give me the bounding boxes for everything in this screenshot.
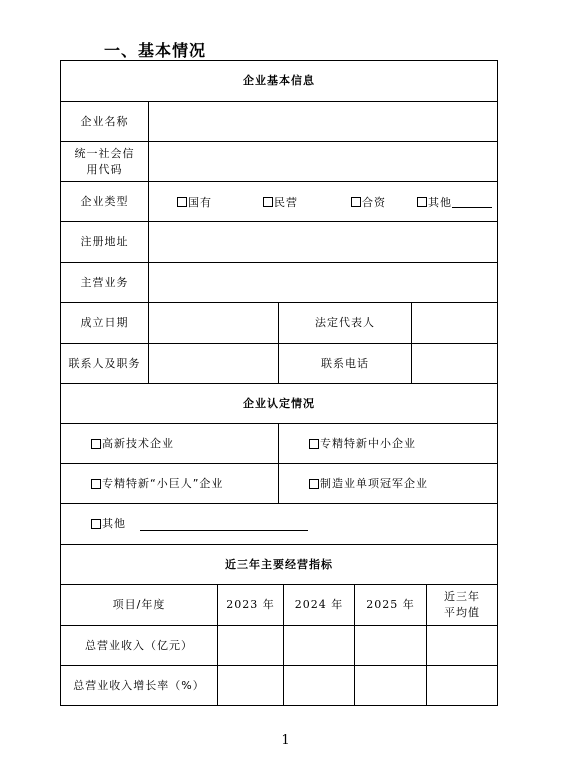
- growth-2025-field[interactable]: [355, 666, 427, 706]
- phone-label: 联系电话: [279, 344, 412, 383]
- cert-option-hightech[interactable]: 高新技术企业: [61, 424, 279, 463]
- certification-header: 企业认定情况: [243, 396, 315, 410]
- type-option-state[interactable]: 国有: [177, 182, 212, 221]
- contact-field[interactable]: [149, 344, 279, 383]
- credit-code-row: [61, 142, 497, 182]
- other-cert-blank[interactable]: [140, 518, 308, 531]
- page-number: 1: [281, 733, 290, 748]
- col-average-label: 近三年平均值: [444, 590, 480, 619]
- certification-row: [61, 464, 497, 504]
- col-year-2024: 2024 年: [284, 585, 355, 625]
- growth-2024-field[interactable]: [284, 666, 355, 706]
- phone-field[interactable]: [412, 344, 497, 383]
- company-type-row: [61, 182, 497, 222]
- checkbox-icon: [91, 479, 101, 489]
- type-option-joint[interactable]: 合资: [351, 182, 386, 221]
- credit-code-label: 统一社会信用代码: [61, 142, 149, 181]
- contact-row: [61, 344, 497, 384]
- checkbox-icon: [91, 439, 101, 449]
- growth-average-field[interactable]: [427, 666, 497, 706]
- main-business-label: 主营业务: [61, 263, 149, 302]
- revenue-2025-field[interactable]: [355, 626, 427, 665]
- section-title: 一、基本情况: [104, 41, 207, 60]
- indicators-column-row: [61, 585, 497, 626]
- company-type-label: 企业类型: [61, 182, 149, 221]
- col-year-2025: 2025 年: [355, 585, 427, 625]
- founded-label: 成立日期: [61, 303, 149, 343]
- basic-info-table: [60, 60, 498, 706]
- revenue-2024-field[interactable]: [284, 626, 355, 665]
- col-item-label: 项目/年度: [61, 585, 218, 625]
- contact-label: 联系人及职务: [61, 344, 149, 383]
- indicators-header: 近三年主要经营指标: [225, 557, 333, 571]
- type-option-other[interactable]: 其他: [417, 182, 492, 221]
- legal-rep-label: 法定代表人: [279, 303, 412, 343]
- credit-code-field[interactable]: [149, 142, 497, 181]
- certification-row: [61, 424, 497, 464]
- certification-header-row: [61, 384, 497, 424]
- reg-address-row: [61, 222, 497, 263]
- checkbox-icon: [91, 519, 101, 529]
- col-year-2023: 2023 年: [218, 585, 284, 625]
- revenue-2023-field[interactable]: [218, 626, 284, 665]
- row-revenue-label: 总营业收入（亿元）: [61, 626, 218, 665]
- legal-rep-field[interactable]: [412, 303, 497, 343]
- table-row: [61, 666, 497, 706]
- company-name-field[interactable]: [149, 102, 497, 141]
- cert-option-other[interactable]: 其他: [61, 504, 497, 544]
- company-name-label: 企业名称: [61, 102, 149, 141]
- cert-option-champion[interactable]: 制造业单项冠军企业: [279, 464, 497, 503]
- founded-field[interactable]: [149, 303, 279, 343]
- table-row: [61, 626, 497, 666]
- certification-row: [61, 504, 497, 545]
- main-business-field[interactable]: [149, 263, 497, 302]
- founded-row: [61, 303, 497, 344]
- row-growth-label: 总营业收入增长率（%）: [61, 666, 218, 706]
- reg-address-label: 注册地址: [61, 222, 149, 262]
- checkbox-icon: [309, 479, 319, 489]
- reg-address-field[interactable]: [149, 222, 497, 262]
- indicators-header-row: [61, 545, 497, 585]
- company-name-row: [61, 102, 497, 142]
- other-type-blank[interactable]: [452, 196, 492, 208]
- cert-option-specialized-sme[interactable]: 专精特新中小企业: [279, 424, 497, 463]
- checkbox-icon: [309, 439, 319, 449]
- main-business-row: [61, 263, 497, 303]
- checkbox-icon: [177, 197, 187, 207]
- cert-option-little-giant[interactable]: 专精特新“小巨人”企业: [61, 464, 279, 503]
- basic-info-header-row: [61, 61, 497, 102]
- checkbox-icon: [351, 197, 361, 207]
- revenue-average-field[interactable]: [427, 626, 497, 665]
- checkbox-icon: [417, 197, 427, 207]
- type-option-private[interactable]: 民营: [263, 182, 298, 221]
- growth-2023-field[interactable]: [218, 666, 284, 706]
- checkbox-icon: [263, 197, 273, 207]
- basic-info-header: 企业基本信息: [243, 74, 315, 87]
